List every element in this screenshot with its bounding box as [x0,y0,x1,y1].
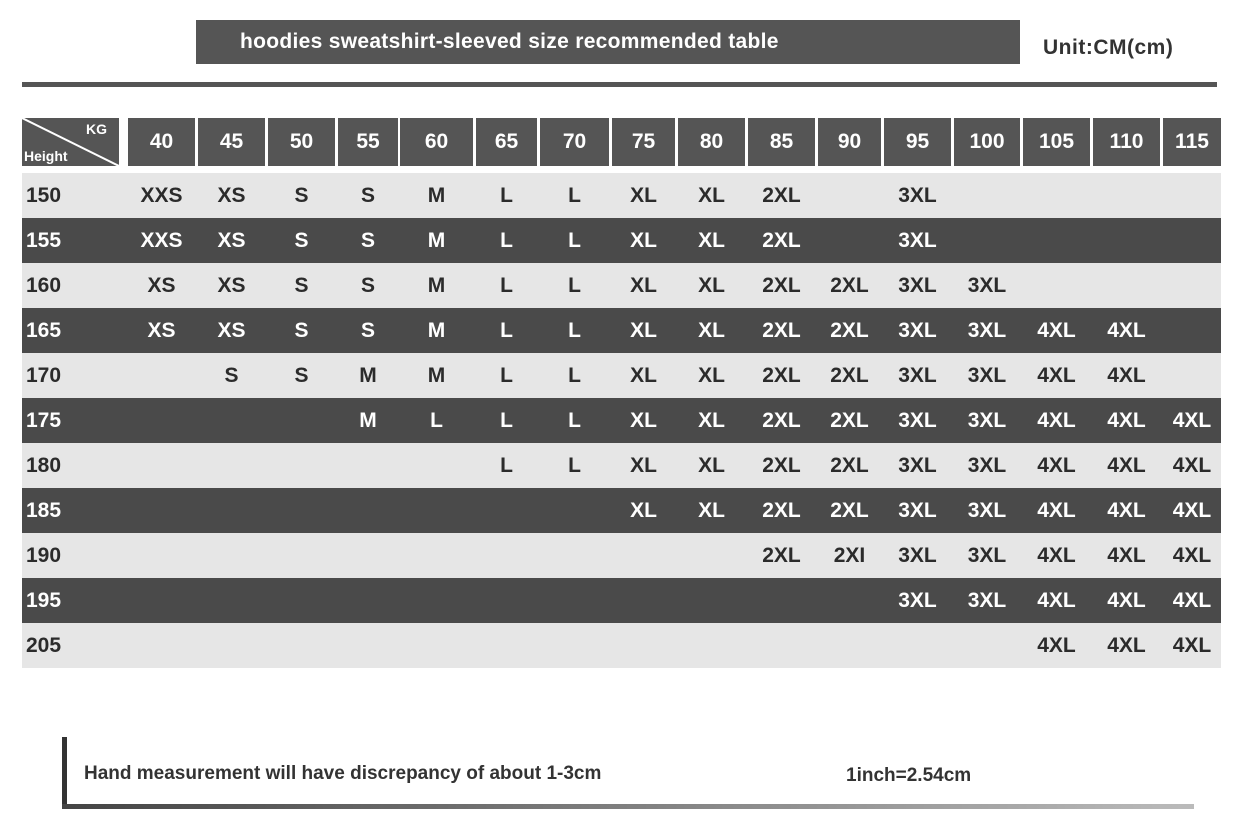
size-row-195 [22,578,1221,623]
weight-header-55: 55 [338,118,398,166]
size-cell: 3XL [898,319,937,342]
weight-header-75: 75 [612,118,675,166]
size-cell: XL [698,319,725,342]
size-cell: 3XL [898,364,937,387]
size-cell: M [427,184,446,207]
size-cell: 3XL [967,274,1007,297]
size-cell: S [360,229,375,252]
table-title: hoodies sweatshirt-sleeved size recommended table [196,20,1020,64]
size-cell: M [427,319,446,342]
size-cell: 3XL [898,544,937,567]
height-label: 160 [26,274,62,297]
size-cell: 2XL [830,274,869,297]
size-cell: S [294,319,309,342]
size-cell: XL [630,454,657,477]
size-cell: XXS [140,229,183,252]
size-cell: XS [147,319,176,342]
size-cell: 4XL [1107,364,1146,387]
size-cell: M [359,409,377,432]
size-cell: L [568,229,581,252]
size-cell: 2XL [830,319,869,342]
height-label: 170 [26,364,62,387]
height-label: 175 [26,409,62,432]
size-cell: 3XL [898,454,937,477]
size-cell: 4XL [1037,409,1076,432]
height-label: 150 [26,184,62,207]
size-cell: 3XL [898,184,937,207]
size-cell: 4XL [1107,634,1146,657]
size-cell: L [500,184,513,207]
size-cell: XL [698,274,725,297]
size-cell: XL [630,409,657,432]
size-row-190 [22,533,1221,578]
size-cell: 3XL [967,319,1007,342]
weight-header-80: 80 [678,118,745,166]
size-cell: M [359,364,377,387]
size-cell: 4XL [1037,589,1076,612]
size-cell: L [500,274,513,297]
size-row-205 [22,623,1221,668]
size-cell: S [294,364,309,387]
size-row-185 [22,488,1221,533]
size-cell: L [500,454,513,477]
size-cell: XL [630,274,657,297]
size-cell: XS [217,229,246,252]
size-row-165 [22,308,1221,353]
weight-header-45: 45 [198,118,265,166]
size-cell: XL [630,364,657,387]
size-cell: XS [217,319,246,342]
size-cell: L [430,409,443,432]
size-cell: 2XL [830,454,869,477]
size-cell: 4XL [1172,589,1212,612]
size-cell: 4XL [1107,454,1146,477]
size-cell: XL [630,499,657,522]
size-cell: M [427,364,446,387]
size-cell: 4XL [1037,544,1076,567]
size-cell: S [360,319,375,342]
size-cell: 3XL [967,409,1007,432]
size-cell: 3XL [898,589,937,612]
size-cell: 4XL [1037,634,1076,657]
size-cell: L [568,319,581,342]
discrepancy-note: Hand measurement will have discrepancy of about 1-3cm [84,763,602,784]
size-cell: S [294,184,309,207]
size-cell: 4XL [1037,454,1076,477]
weight-header-100: 100 [954,118,1020,166]
size-cell: L [500,364,513,387]
note-bracket-vertical [62,737,67,809]
size-cell: 4XL [1037,319,1076,342]
size-cell: XL [698,364,725,387]
size-table-body [22,173,1221,668]
height-label: 155 [26,229,62,252]
size-cell: 4XL [1172,499,1212,522]
size-cell: 4XL [1107,319,1146,342]
title-divider [22,82,1217,87]
size-cell: 2XL [762,364,801,387]
size-cell: L [500,229,513,252]
size-cell: 3XL [967,454,1007,477]
size-cell: XL [630,229,657,252]
size-cell: 3XL [898,229,937,252]
size-cell: 3XL [898,409,937,432]
size-cell: S [360,274,375,297]
size-cell: M [427,274,446,297]
size-cell: XXS [140,184,183,207]
size-row-150 [22,173,1221,218]
size-row-175 [22,398,1221,443]
height-label: 205 [26,634,62,657]
weight-header-110: 110 [1093,118,1160,166]
size-cell: 4XL [1037,499,1076,522]
height-label: 185 [26,499,62,522]
size-cell: 2XL [830,499,869,522]
size-cell: S [360,184,375,207]
weight-axis-label: KG [86,121,107,137]
size-cell: 2XL [830,364,869,387]
size-cell: 2XL [762,274,801,297]
weight-header-40: 40 [128,118,195,166]
size-cell: 4XL [1107,409,1146,432]
weight-header-105: 105 [1023,118,1090,166]
size-row-180 [22,443,1221,488]
size-cell: 2XL [762,184,801,207]
size-cell: 4XL [1172,409,1212,432]
size-cell: 3XL [967,544,1007,567]
size-cell: 2XL [762,229,801,252]
weight-header-115: 115 [1163,118,1221,166]
size-cell: L [500,409,513,432]
size-cell: XS [147,274,176,297]
size-cell: XL [630,184,657,207]
corner-cell [22,118,119,166]
note-bracket-horizontal [62,804,1194,809]
measurement-note [62,737,1194,809]
size-cell: 2XI [833,544,866,567]
size-cell: 2XL [762,499,801,522]
height-label: 190 [26,544,62,567]
size-cell: L [568,454,581,477]
size-cell: 2XL [762,544,801,567]
weight-header-65: 65 [476,118,537,166]
size-cell: L [500,319,513,342]
size-cell: 4XL [1172,544,1212,567]
size-cell: 3XL [967,364,1007,387]
size-cell: 4XL [1107,544,1146,567]
size-cell: 2XL [762,409,801,432]
size-cell: S [224,364,239,387]
size-row-155 [22,218,1221,263]
height-label: 195 [26,589,62,612]
size-cell: 4XL [1107,499,1146,522]
height-label: 165 [26,319,62,342]
size-cell: 4XL [1172,454,1212,477]
size-cell: XS [217,274,246,297]
size-cell: 4XL [1172,634,1212,657]
size-row-160 [22,263,1221,308]
size-cell: 4XL [1037,364,1076,387]
size-cell: XS [217,184,246,207]
weight-header-60: 60 [400,118,473,166]
size-row-170 [22,353,1221,398]
size-cell: XL [698,409,725,432]
size-cell: M [427,229,446,252]
size-cell: 3XL [898,499,937,522]
size-cell: XL [698,229,725,252]
height-label: 180 [26,454,62,477]
size-cell: S [294,229,309,252]
size-cell: L [568,184,581,207]
size-cell: L [568,274,581,297]
size-cell: 3XL [898,274,937,297]
size-cell: L [568,409,581,432]
size-cell: XL [698,184,725,207]
size-cell: 2XL [830,409,869,432]
size-cell: 2XL [762,319,801,342]
size-cell: 3XL [967,499,1007,522]
unit-label: Unit:CM(cm) [1043,36,1174,59]
height-axis-label: Height [24,148,68,164]
weight-header-95: 95 [884,118,951,166]
size-cell: XL [698,499,725,522]
size-cell: 2XL [762,454,801,477]
weight-header-70: 70 [540,118,609,166]
size-cell: XL [630,319,657,342]
size-cell: 4XL [1107,589,1146,612]
size-cell: XL [698,454,725,477]
size-cell: L [568,364,581,387]
inch-conversion-note: 1inch=2.54cm [846,765,972,786]
weight-header-50: 50 [268,118,335,166]
size-cell: 3XL [967,589,1007,612]
weight-header-85: 85 [748,118,815,166]
weight-header-row [22,118,1221,166]
weight-header-90: 90 [818,118,881,166]
size-cell: S [294,274,309,297]
